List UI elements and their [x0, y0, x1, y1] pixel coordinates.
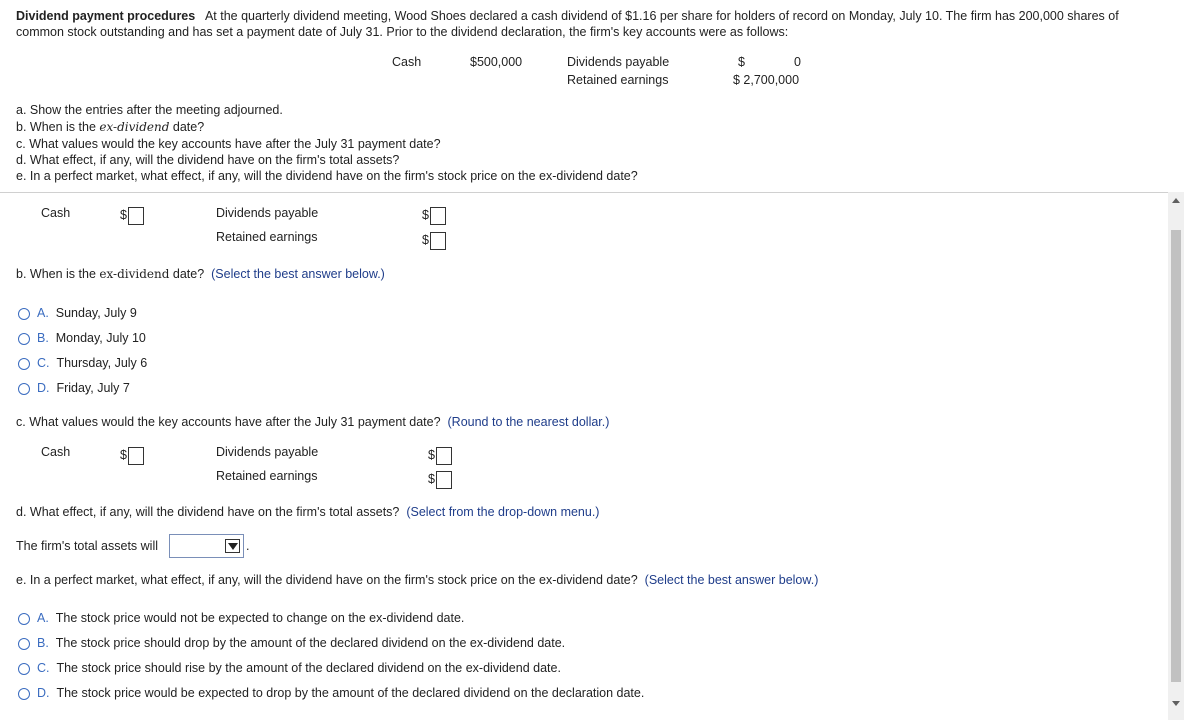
- scrollbar-thumb[interactable]: [1171, 230, 1181, 682]
- part-a-cash-input[interactable]: [128, 207, 144, 225]
- part-b-question: b. When is the ex-dividend date? (Select the best answer below.): [16, 267, 385, 281]
- vertical-scrollbar[interactable]: [1168, 192, 1184, 720]
- part-d-period: .: [246, 539, 250, 553]
- question-a: a. Show the entries after the meeting adjourned.: [16, 103, 283, 117]
- accounts-cash-label: Cash: [392, 55, 422, 69]
- part-e-option-c[interactable]: C. The stock price should rise by the amount of the declared dividend on the ex-dividend date.: [37, 661, 561, 675]
- part-e-option-d-radio[interactable]: [18, 688, 30, 700]
- part-e-option-a-radio[interactable]: [18, 613, 30, 625]
- question-e: e. In a perfect market, what effect, if any, will the dividend have on the firm's stock price on the ex-dividend date?: [16, 169, 638, 183]
- part-e-option-a[interactable]: A. The stock price would not be expected to change on the ex-dividend date.: [37, 611, 465, 625]
- part-b-option-a[interactable]: A. Sunday, July 9: [37, 306, 137, 320]
- part-a-retained-input[interactable]: [430, 232, 446, 250]
- part-e-option-b-radio[interactable]: [18, 638, 30, 650]
- part-c-cash-dollar: $: [120, 448, 127, 462]
- part-a-cash-dollar: $: [120, 208, 127, 222]
- part-a-cash-label: Cash: [41, 206, 71, 220]
- problem-title: Dividend payment procedures: [16, 9, 196, 23]
- scroll-up-arrow-icon[interactable]: [1172, 198, 1180, 203]
- part-c-div-payable-input[interactable]: [436, 447, 452, 465]
- part-a-div-payable-label: Dividends payable: [216, 206, 319, 220]
- part-d-hint: (Select from the drop-down menu.): [406, 505, 600, 519]
- part-c-retained-label: Retained earnings: [216, 469, 318, 483]
- part-e-question: e. In a perfect market, what effect, if any, will the dividend have on the firm's stock price on the ex-dividend date? (Select the best answer below.): [16, 573, 819, 587]
- part-a-retained-dollar: $: [422, 233, 429, 247]
- ex-dividend-term: ex-dividend: [99, 120, 170, 134]
- part-c-retained-input[interactable]: [436, 471, 452, 489]
- question-c: c. What values would the key accounts have after the July 31 payment date?: [16, 137, 441, 151]
- accounts-div-payable-currency: $: [738, 55, 745, 69]
- part-b-option-a-radio[interactable]: [18, 308, 30, 320]
- problem-statement: [16, 9, 1119, 23]
- part-c-retained-dollar: $: [428, 472, 435, 486]
- section-divider: [0, 192, 1168, 193]
- part-a-div-payable-input[interactable]: [430, 207, 446, 225]
- part-c-div-payable-dollar: $: [428, 448, 435, 462]
- part-b-option-b-radio[interactable]: [18, 333, 30, 345]
- chevron-down-icon[interactable]: [225, 539, 240, 553]
- part-a-div-payable-dollar: $: [422, 208, 429, 222]
- part-c-div-payable-label: Dividends payable: [216, 445, 319, 459]
- part-d-sentence: The firm's total assets will: [16, 539, 159, 553]
- total-assets-dropdown[interactable]: [169, 534, 244, 558]
- accounts-cash-value: $500,000: [470, 55, 523, 69]
- part-e-option-c-radio[interactable]: [18, 663, 30, 675]
- accounts-retained-value: $ 2,700,000: [733, 73, 800, 87]
- part-e-hint: (Select the best answer below.): [644, 573, 819, 587]
- part-c-cash-label: Cash: [41, 445, 71, 459]
- part-b-hint: (Select the best answer below.): [211, 267, 385, 281]
- question-b: b. When is the ex-dividend date?: [16, 120, 205, 134]
- question-d: d. What effect, if any, will the dividend have on the firm's total assets?: [16, 153, 400, 167]
- part-b-option-d[interactable]: D. Friday, July 7: [37, 381, 130, 395]
- part-b-option-b[interactable]: B. Monday, July 10: [37, 331, 146, 345]
- part-b-option-c-radio[interactable]: [18, 358, 30, 370]
- part-b-option-c[interactable]: C. Thursday, July 6: [37, 356, 148, 370]
- part-c-hint: (Round to the nearest dollar.): [447, 415, 610, 429]
- accounts-div-payable-label: Dividends payable: [567, 55, 670, 69]
- part-b-option-d-radio[interactable]: [18, 383, 30, 395]
- part-e-option-d[interactable]: D. The stock price would be expected to drop by the amount of the declared dividend on the declaration date.: [37, 686, 645, 700]
- scroll-down-arrow-icon[interactable]: [1172, 701, 1180, 706]
- part-a-retained-label: Retained earnings: [216, 230, 318, 244]
- part-c-cash-input[interactable]: [128, 447, 144, 465]
- accounts-retained-label: Retained earnings: [567, 73, 669, 87]
- part-d-question: d. What effect, if any, will the dividend have on the firm's total assets? (Select from the drop-down menu.): [16, 505, 600, 519]
- accounts-div-payable-value: 0: [794, 55, 801, 69]
- part-c-question: c. What values would the key accounts have after the July 31 payment date? (Round to the nearest dollar.): [16, 415, 610, 429]
- part-b-term: ex-dividend: [99, 267, 170, 281]
- problem-line-2: common stock outstanding and has set a payment date of July 31. Prior to the dividend declaration, the firm's key accounts were as follows:: [16, 25, 789, 39]
- problem-line-1: At the quarterly dividend meeting, Wood Shoes declared a cash dividend of $1.16 per share for holders of record on Monday, July 10. The firm has 200,000 shares of: [204, 9, 1119, 23]
- part-e-option-b[interactable]: B. The stock price should drop by the amount of the declared dividend on the ex-dividend date.: [37, 636, 566, 650]
